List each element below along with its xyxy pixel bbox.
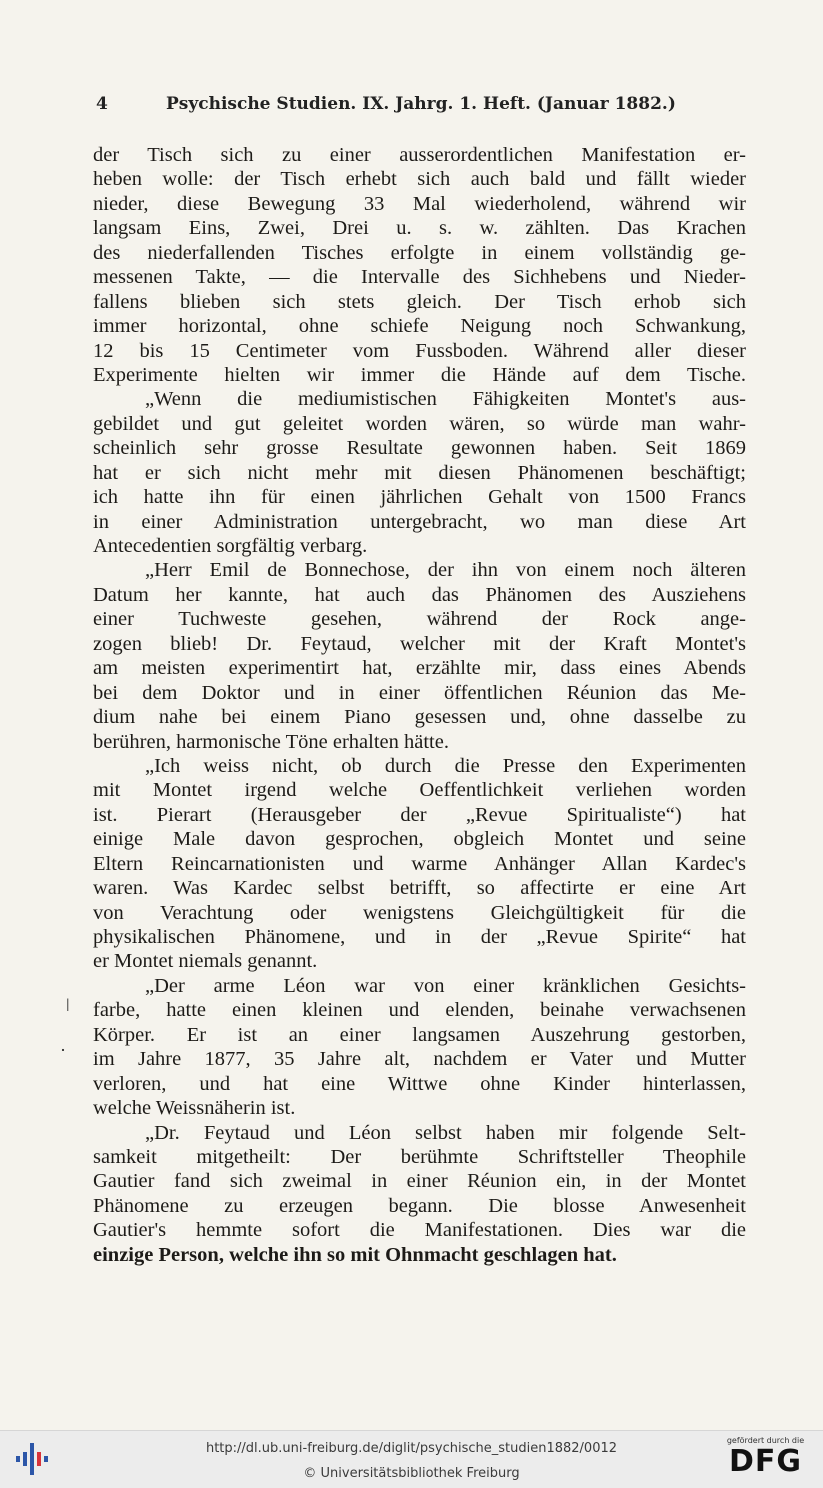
text-line: der Tisch sich zu einer ausserordentlichen Manifestation er- bbox=[93, 144, 746, 166]
text-line: „Der arme Léon war von einer kränklichen Gesichts- bbox=[145, 974, 746, 997]
text-line: scheinlich sehr grosse Resultate gewonnen haben. Seit 1869 bbox=[93, 437, 746, 460]
dfg-logo bbox=[718, 1436, 813, 1484]
page-number: 4 bbox=[96, 94, 108, 114]
document-url[interactable]: http://dl.ub.uni-freiburg.de/diglit/psychische_studien1882/0012 bbox=[205, 1441, 618, 1456]
text-line: samkeit mitgetheilt: Der berühmte Schriftsteller Theophile bbox=[93, 1145, 746, 1168]
text-line: Gautier's hemmte sofort die Manifestationen. Dies war die bbox=[93, 1219, 746, 1242]
text-line: ich hatte ihn für einen jährlichen Gehalt von 1500 Francs bbox=[93, 486, 746, 509]
text-line: nieder, diese Bewegung 33 Mal wiederholend, während wir bbox=[93, 192, 746, 215]
text-line: farbe, hatte einen kleinen und elenden, beinahe verwachsenen bbox=[93, 999, 746, 1022]
text-line: Antecedentien sorgfältig verbarg. bbox=[93, 535, 368, 557]
text-line: berühren, harmonische Töne erhalten hätte. bbox=[93, 730, 449, 753]
text-line: mit Montet irgend welche Oeffentlichkeit verliehen worden bbox=[93, 779, 746, 802]
text-line: Gautier fand sich zweimal in einer Réunion ein, in der Montet bbox=[93, 1170, 746, 1193]
text-line: „Herr Emil de Bonnechose, der ihn von einem noch älteren bbox=[145, 559, 746, 582]
text-line: „Dr. Feytaud und Léon selbst haben mir folgende Selt- bbox=[145, 1121, 746, 1144]
text-line: fallens blieben sich stets gleich. Der Tisch erhob sich bbox=[93, 290, 746, 313]
text-line: verloren, und hat eine Wittwe ohne Kinder hinterlassen, bbox=[93, 1072, 746, 1095]
text-line: gebildet und gut geleitet worden wären, so würde man wahr- bbox=[93, 412, 746, 435]
dfg-caption: gefördert durch die bbox=[726, 1436, 805, 1445]
text-line: zogen blieb! Dr. Feytaud, welcher mit der Kraft Montet's bbox=[93, 632, 746, 655]
text-line: Datum her kannte, hat auch das Phänomen des Ausziehens bbox=[93, 583, 746, 606]
text-line: Experimente hielten wir immer die Hände auf dem Tische. bbox=[93, 363, 746, 386]
text-line: Phänomene zu erzeugen begann. Die blosse Anwesenheit bbox=[93, 1194, 746, 1217]
text-line: im Jahre 1877, 35 Jahre alt, nachdem er Vater und Mutter bbox=[93, 1048, 746, 1071]
dfg-wordmark: DFG bbox=[728, 1444, 803, 1479]
running-title: Psychische Studien. IX. Jahrg. 1. Heft. (Januar 1882.) bbox=[166, 94, 676, 114]
text-line: dium nahe bei einem Piano gesessen und, ohne dasselbe zu bbox=[93, 706, 746, 729]
running-header bbox=[96, 94, 708, 122]
text-line: Körper. Er ist an einer langsamen Auszehrung gestorben, bbox=[93, 1023, 746, 1046]
margin-mark: ǀ bbox=[66, 995, 70, 1015]
text-line: er Montet niemals genannt. bbox=[93, 950, 318, 973]
text-line: hat er sich nicht mehr mit diesen Phänomenen beschäftigt; bbox=[93, 461, 746, 484]
text-line: einige Male davon gesprochen, obgleich Montet und seine bbox=[93, 828, 746, 851]
text-line: langsam Eins, Zwei, Drei u. s. w. zählten. Das Krachen bbox=[93, 217, 746, 240]
copyright-notice: © Universitätsbibliothek Freiburg bbox=[303, 1466, 520, 1481]
margin-mark: · bbox=[60, 1040, 66, 1060]
text-line: physikalischen Phänomene, und in der „Revue Spirite“ hat bbox=[93, 926, 746, 948]
text-line: einzige Person, welche ihn so mit Ohnmacht geschlagen hat. bbox=[93, 1243, 617, 1266]
text-line: 12 bis 15 Centimeter vom Fussboden. Während aller dieser bbox=[93, 339, 746, 362]
text-line: in einer Administration untergebracht, wo man diese Art bbox=[93, 510, 746, 533]
text-line: immer horizontal, ohne schiefe Neigung noch Schwankung, bbox=[93, 315, 746, 338]
text-line: ist. Pierart (Herausgeber der „Revue Spiritualiste“) hat bbox=[93, 803, 746, 826]
text-line: von Verachtung oder wenigstens Gleichgültigkeit für die bbox=[93, 901, 746, 924]
text-line: welche Weissnäherin ist. bbox=[93, 1097, 296, 1120]
text-line: waren. Was Kardec selbst betrifft, so affectirte er eine Art bbox=[93, 877, 746, 900]
body-text bbox=[93, 143, 746, 1267]
text-line: „Ich weiss nicht, ob durch die Presse den Experimenten bbox=[145, 754, 746, 777]
text-line: einer Tuchweste gesehen, während der Rock ange- bbox=[93, 608, 746, 631]
text-line: „Wenn die mediumistischen Fähigkeiten Montet's aus- bbox=[145, 388, 746, 411]
text-line: Eltern Reincarnationisten und warme Anhänger Allan Kardec's bbox=[93, 852, 746, 875]
viewer-footer bbox=[0, 1430, 823, 1488]
text-line: des niederfallenden Tisches erfolgte in einem vollständig ge- bbox=[93, 241, 746, 264]
text-line: heben wolle: der Tisch erhebt sich auch bald und fällt wieder bbox=[93, 168, 746, 191]
text-line: am meisten experimentirt hat, erzählte mir, dass eines Abends bbox=[93, 657, 746, 680]
text-line: messenen Takte, — die Intervalle des Sichhebens und Nieder- bbox=[93, 266, 746, 289]
text-line: bei dem Doktor und in einer öffentlichen Réunion das Me- bbox=[93, 681, 746, 704]
